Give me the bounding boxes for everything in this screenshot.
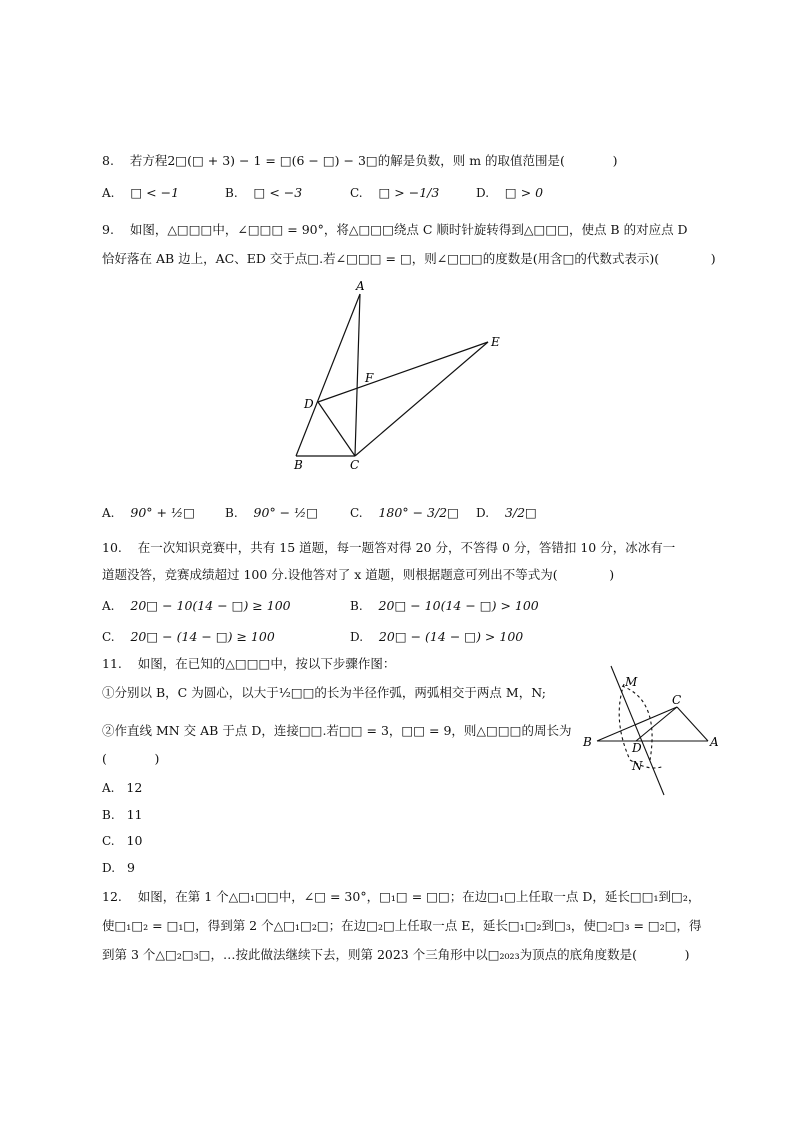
option-text: 20□ − 10(14 − □) > 100 xyxy=(378,598,539,613)
q11-label-m: M xyxy=(625,675,638,689)
q9-line-2: 恰好落在 AB 边上，AC、ED 交于点□.若∠□□□ = □，则∠□□□的度数是(用含□的代数式表示)( ) xyxy=(102,251,716,266)
option-text: 90° − ½□ xyxy=(253,505,319,520)
q10-line-2: 道题没答，竞赛成绩超过 100 分.设他答对了 x 道题，则根据题意可列出不等式为( ) xyxy=(102,567,615,582)
q11-label-d: D xyxy=(632,741,642,755)
option-label: C. xyxy=(102,834,115,848)
q9-label-f: F xyxy=(365,371,374,385)
option-text: 12 xyxy=(126,780,143,795)
option-text: 3/2□ xyxy=(504,505,537,520)
q12-line-3: 到第 3 个△□₂□₃□，…按此做法继续下去，则第 2023 个三角形中以□₂₀₂₃为顶点的底角度数是( ) xyxy=(102,947,690,962)
q10-option-a xyxy=(102,597,291,615)
q11-line-3: ②作直线 MN 交 AB 于点 D，连接□□.若□□ = 3，□□ = 9，则△□□□的周长为 xyxy=(102,723,572,738)
segment-ca xyxy=(677,707,708,741)
option-label: A. xyxy=(102,186,115,200)
option-label: B. xyxy=(225,186,238,200)
q11-label-n: N xyxy=(632,759,643,773)
q9-option-a xyxy=(102,504,195,522)
q11-option-c xyxy=(102,832,142,850)
option-text: 90° + ½□ xyxy=(130,505,195,520)
option-label: B. xyxy=(102,808,115,822)
option-text: 20□ − (14 − □) > 100 xyxy=(378,629,524,644)
q10-line-1: 10. 在一次知识竞赛中，共有 15 道题，每一题答对得 20 分，不答得 0 分，答错扣 10 分，冰冰有一 xyxy=(102,540,676,555)
option-label: D. xyxy=(102,861,116,875)
option-label: B. xyxy=(350,599,363,613)
q9-option-b xyxy=(225,504,318,522)
q9-label-e: E xyxy=(491,335,500,349)
q9-label-c: C xyxy=(350,458,360,472)
q11-option-a xyxy=(102,779,142,797)
option-label: D. xyxy=(476,506,490,520)
q9-label-a: A xyxy=(356,279,365,293)
q8-stem: 8. 若方程2□(□ + 3) − 1 = □(6 − □) − 3□的解是负数，则 m 的取值范围是( ) xyxy=(102,153,618,168)
option-label: A. xyxy=(102,781,115,795)
option-label: B. xyxy=(225,506,238,520)
q11-option-d xyxy=(102,859,135,877)
segment-dc xyxy=(636,707,677,741)
q10-option-b xyxy=(350,597,539,615)
option-label: C. xyxy=(102,630,115,644)
option-label: C. xyxy=(350,506,363,520)
q9-option-d xyxy=(476,504,537,522)
segment-bc xyxy=(597,707,677,741)
segment-dc xyxy=(318,402,355,456)
q12-line-1: 12. 如图，在第 1 个△□₁□□中，∠□ = 30°，□₁□ = □□；在边□₁□上任取一点 D，延长□□₁到□₂， xyxy=(102,889,701,904)
q10-option-c xyxy=(102,628,275,646)
q11-line-4: ( ) xyxy=(102,751,160,766)
q12-line-2: 使□₁□₂ = □₁□，得到第 2 个△□₁□₂□；在边□₂□上任取一点 E，延长□₁□₂到□₃，使□₂□₃ = □₂□，得 xyxy=(102,918,702,933)
option-label: C. xyxy=(350,186,363,200)
q11-line-1: 11. 如图，在已知的△□□□中，按以下步骤作图： xyxy=(102,656,396,671)
option-text: 10 xyxy=(126,833,143,848)
q9-label-b: B xyxy=(294,458,303,472)
option-text: 180° − 3/2□ xyxy=(378,505,459,520)
q11-label-c: C xyxy=(672,693,682,707)
segment-ce xyxy=(355,342,488,456)
segment-ab xyxy=(296,294,360,456)
q11-line-2: ①分别以 B，C 为圆心，以大于½□□的长为半径作弧，两弧相交于两点 M，N; xyxy=(102,685,546,700)
option-label: D. xyxy=(476,186,490,200)
q9-option-c xyxy=(350,504,459,522)
arc-from-c xyxy=(619,684,630,760)
q11-option-b xyxy=(102,806,142,824)
q9-label-d: D xyxy=(304,397,314,411)
option-text: 20□ − (14 − □) ≥ 100 xyxy=(130,629,275,644)
option-text: □ < −3 xyxy=(253,185,303,200)
q10-option-d xyxy=(350,628,523,646)
segment-de xyxy=(318,342,488,402)
segment-ac xyxy=(355,294,360,456)
option-text: □ > 0 xyxy=(504,185,544,200)
q9-line-1: 9. 如图，△□□□中，∠□□□ = 90°，将△□□□绕点 C 顺时针旋转得到△□□□，使点 B 的对应点 D xyxy=(102,222,688,237)
option-text: 9 xyxy=(126,860,135,875)
line-mn xyxy=(611,666,664,795)
option-text: □ > −1/3 xyxy=(378,185,440,200)
option-label: D. xyxy=(350,630,364,644)
q11-label-b: B xyxy=(583,735,592,749)
option-label: A. xyxy=(102,506,115,520)
option-text: 20□ − 10(14 − □) ≥ 100 xyxy=(130,598,291,613)
option-text: □ < −1 xyxy=(130,185,180,200)
option-text: 11 xyxy=(126,807,143,822)
q11-label-a: A xyxy=(710,735,719,749)
option-label: A. xyxy=(102,599,115,613)
